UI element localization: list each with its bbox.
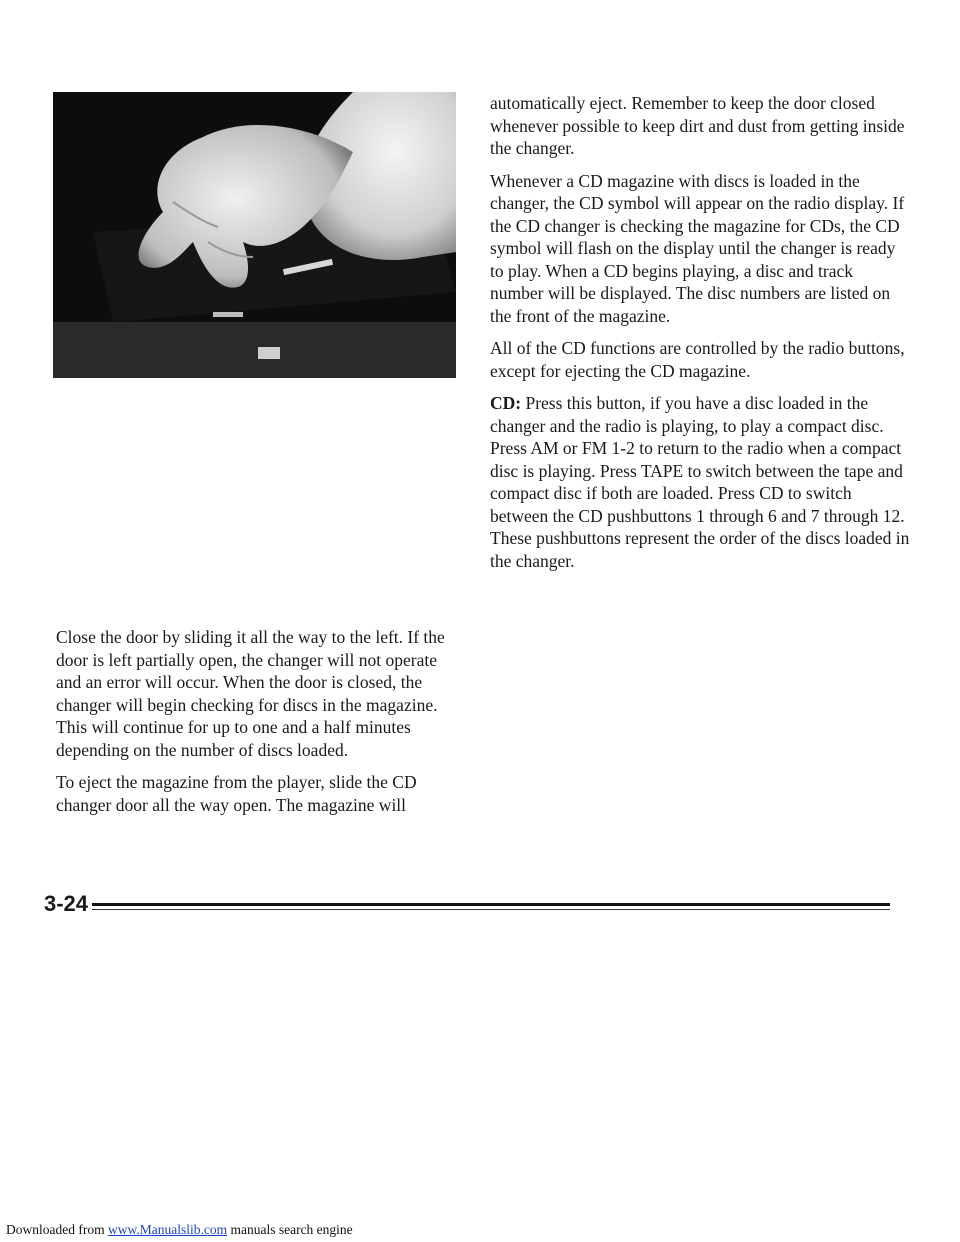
- cd-button-text: Press this button, if you have a disc loaded in the changer and the radio is playing, to play a compact disc. Press AM or FM 1-2 to return to the radio when a compact disc is playing. Press TAPE to switch between the tape and compact disc if both are loaded. Press CD to switch between the CD pushbuttons 1 through 6 and 7 through 12. These pushbuttons represent the order of the discs loaded in the changer.: [490, 393, 910, 571]
- download-footer: [6, 1222, 353, 1238]
- manualslib-link[interactable]: www.Manualslib.com: [107, 1222, 228, 1237]
- paragraph-close-door: Close the door by sliding it all the way to the left. If the door is left partially open, the changer will not operate and an error will occur. When the door is closed, the changer will begin checking for discs in the magazine. This will continue for up to one and a half minutes depending on the number of discs loaded.: [56, 627, 445, 760]
- paragraph-cd-functions: All of the CD functions are controlled by the radio buttons, except for ejecting the CD magazine.: [490, 338, 905, 381]
- paragraph-eject-magazine: To eject the magazine from the player, slide the CD changer door all the way open. The magazine will: [56, 772, 417, 815]
- cd-changer-photo: [53, 92, 456, 378]
- page-number: 3-24: [44, 891, 89, 916]
- footer-suffix: manuals search engine: [227, 1222, 353, 1237]
- footer-prefix: Downloaded from: [6, 1222, 108, 1237]
- page-rule: [92, 903, 890, 906]
- page-rule-thin: [92, 909, 890, 910]
- right-column: [490, 92, 910, 582]
- paragraph-cd-symbol: Whenever a CD magazine with discs is loaded in the changer, the CD symbol will appear on the radio display. If the CD changer is checking the magazine for CDs, the CD symbol will flash on the display until the changer is ready to play. When a CD begins playing, a disc and track number will be displayed. The disc numbers are listed on the front of the magazine.: [490, 170, 905, 326]
- left-column: [56, 626, 466, 826]
- paragraph-cd-button: [490, 392, 910, 572]
- cd-button-label: CD:: [490, 393, 522, 413]
- paragraph-automatic-eject: automatically eject. Remember to keep the door closed whenever possible to keep dirt and dust from getting inside the changer.: [490, 93, 905, 158]
